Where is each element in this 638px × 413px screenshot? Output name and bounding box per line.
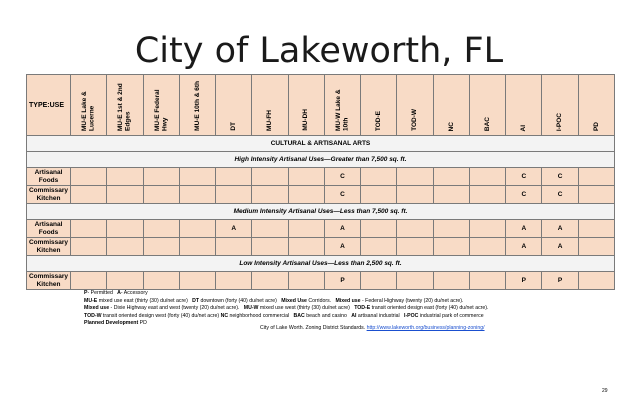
type-use-header: TYPE:USE bbox=[27, 75, 71, 136]
table-cell: A bbox=[324, 238, 360, 256]
col-header: MU-E Federal Hwy bbox=[143, 75, 179, 136]
row-label: Commissary Kitchen bbox=[27, 238, 71, 256]
table-cell bbox=[469, 186, 505, 204]
table-cell bbox=[288, 220, 324, 238]
table-cell bbox=[107, 272, 143, 290]
table-cell bbox=[361, 168, 397, 186]
col-header: AI bbox=[506, 75, 542, 136]
table-cell bbox=[216, 186, 252, 204]
col-header: BAC bbox=[469, 75, 505, 136]
table-cell bbox=[433, 220, 469, 238]
table-cell bbox=[143, 168, 179, 186]
table-cell bbox=[179, 220, 215, 238]
section-title: CULTURAL & ARTISANAL ARTS bbox=[27, 136, 615, 152]
table-cell bbox=[143, 220, 179, 238]
table-cell bbox=[578, 168, 614, 186]
col-header: TOD-E bbox=[361, 75, 397, 136]
col-header: NC bbox=[433, 75, 469, 136]
row-label: Commissary Kitchen bbox=[27, 272, 71, 290]
table-cell bbox=[397, 168, 433, 186]
source-text: City of Lake Worth. Zoning District Standards. bbox=[260, 325, 367, 331]
table-cell: A bbox=[324, 220, 360, 238]
table-cell bbox=[71, 220, 107, 238]
table-cell bbox=[361, 186, 397, 204]
page-title: City of Lakeworth, FL bbox=[134, 31, 504, 71]
table-cell bbox=[216, 238, 252, 256]
table-cell bbox=[107, 238, 143, 256]
source-citation bbox=[260, 325, 485, 331]
col-header: MU-FH bbox=[252, 75, 288, 136]
table-cell bbox=[288, 186, 324, 204]
table-cell bbox=[361, 272, 397, 290]
table-cell: A bbox=[506, 220, 542, 238]
row-label: Artisanal Foods bbox=[27, 220, 71, 238]
table-cell bbox=[179, 272, 215, 290]
table-cell: C bbox=[324, 186, 360, 204]
zoning-use-table bbox=[26, 74, 615, 290]
table-cell bbox=[469, 168, 505, 186]
col-header: PD bbox=[578, 75, 614, 136]
table-cell bbox=[216, 168, 252, 186]
table-cell bbox=[216, 272, 252, 290]
table-cell: P bbox=[542, 272, 578, 290]
col-header: DT bbox=[216, 75, 252, 136]
table-row bbox=[27, 238, 615, 256]
table-cell: A bbox=[506, 238, 542, 256]
col-header: MU-DH bbox=[288, 75, 324, 136]
table-cell bbox=[252, 168, 288, 186]
table-row bbox=[27, 272, 615, 290]
table-cell bbox=[433, 238, 469, 256]
subsection-title: Medium Intensity Artisanal Uses—Less than 7,500 sq. ft. bbox=[27, 204, 615, 220]
table-cell bbox=[397, 238, 433, 256]
row-label: Artisanal Foods bbox=[27, 168, 71, 186]
table-cell bbox=[578, 186, 614, 204]
table-cell bbox=[71, 272, 107, 290]
subsection-row bbox=[27, 256, 615, 272]
table-cell: C bbox=[542, 168, 578, 186]
table-cell bbox=[397, 186, 433, 204]
row-label: Commissary Kitchen bbox=[27, 186, 71, 204]
source-link[interactable]: http://www.lakeworth.org/business/planning-zoning/ bbox=[366, 325, 485, 331]
table-cell bbox=[143, 238, 179, 256]
table-cell bbox=[252, 220, 288, 238]
legend: P- Permitted A- Accessory MU-E mixed use east (thirty (30) du/net acre) DT downtown (forty (40) du/net acre) Mixed Use Corridors. Mixed use - Federal Highway (twenty (20) du/net acre). Mixed use - Dixie Highway east and west (twenty (20) du/net acre). MU-W mixed use west (thirty (30) du/net acre) TOD-E transit oriented design east (forty (40) du/net acre). TOD-W transit oriented design west (forty (40) du/net acre) NC neighborhood commercial BAC beach and casino AI artisanal industrial I-POC industrial park of commerce Planned Development PD bbox=[84, 290, 489, 327]
table-cell bbox=[179, 168, 215, 186]
col-header: I-POC bbox=[542, 75, 578, 136]
table-cell: A bbox=[542, 220, 578, 238]
table-cell bbox=[107, 168, 143, 186]
table-row bbox=[27, 220, 615, 238]
col-header: MU-E 1st & 2nd Edges bbox=[107, 75, 143, 136]
table-cell bbox=[179, 238, 215, 256]
table-cell bbox=[578, 220, 614, 238]
table-cell bbox=[288, 272, 324, 290]
table-cell bbox=[433, 272, 469, 290]
table-cell bbox=[288, 238, 324, 256]
table-cell: C bbox=[542, 186, 578, 204]
subsection-title: High Intensity Artisanal Uses—Greater than 7,500 sq. ft. bbox=[27, 152, 615, 168]
table-cell bbox=[433, 186, 469, 204]
table-cell bbox=[469, 238, 505, 256]
col-header: MU-E Lake & Lucerne bbox=[71, 75, 107, 136]
table-cell bbox=[71, 168, 107, 186]
subsection-row bbox=[27, 152, 615, 168]
subsection-title: Low Intensity Artisanal Uses—Less than 2,500 sq. ft. bbox=[27, 256, 615, 272]
column-header-row bbox=[27, 75, 615, 136]
table-cell bbox=[252, 238, 288, 256]
table-cell: P bbox=[506, 272, 542, 290]
table-cell: A bbox=[216, 220, 252, 238]
table-cell: P bbox=[324, 272, 360, 290]
table-cell bbox=[288, 168, 324, 186]
table-cell bbox=[252, 272, 288, 290]
subsection-row bbox=[27, 204, 615, 220]
table-cell bbox=[107, 220, 143, 238]
table-cell bbox=[107, 186, 143, 204]
table-cell bbox=[397, 272, 433, 290]
table-body bbox=[27, 136, 615, 290]
table-cell bbox=[71, 186, 107, 204]
col-header: TOD-W bbox=[397, 75, 433, 136]
table-cell bbox=[179, 186, 215, 204]
table-row bbox=[27, 168, 615, 186]
page-number: 29 bbox=[602, 388, 608, 394]
table-cell bbox=[578, 238, 614, 256]
table-cell bbox=[397, 220, 433, 238]
table-row bbox=[27, 186, 615, 204]
table-cell: C bbox=[506, 186, 542, 204]
table-cell bbox=[143, 272, 179, 290]
table-cell bbox=[433, 168, 469, 186]
table-cell bbox=[361, 238, 397, 256]
table-cell bbox=[578, 272, 614, 290]
table-cell bbox=[469, 272, 505, 290]
table-cell bbox=[71, 238, 107, 256]
col-header: MU-W Lake & 10th bbox=[324, 75, 360, 136]
table-cell: A bbox=[542, 238, 578, 256]
col-header: MU-E 10th & 6th bbox=[179, 75, 215, 136]
table-cell: C bbox=[324, 168, 360, 186]
table-cell: C bbox=[506, 168, 542, 186]
table-cell bbox=[361, 220, 397, 238]
table-cell bbox=[469, 220, 505, 238]
table-cell bbox=[252, 186, 288, 204]
table-cell bbox=[143, 186, 179, 204]
